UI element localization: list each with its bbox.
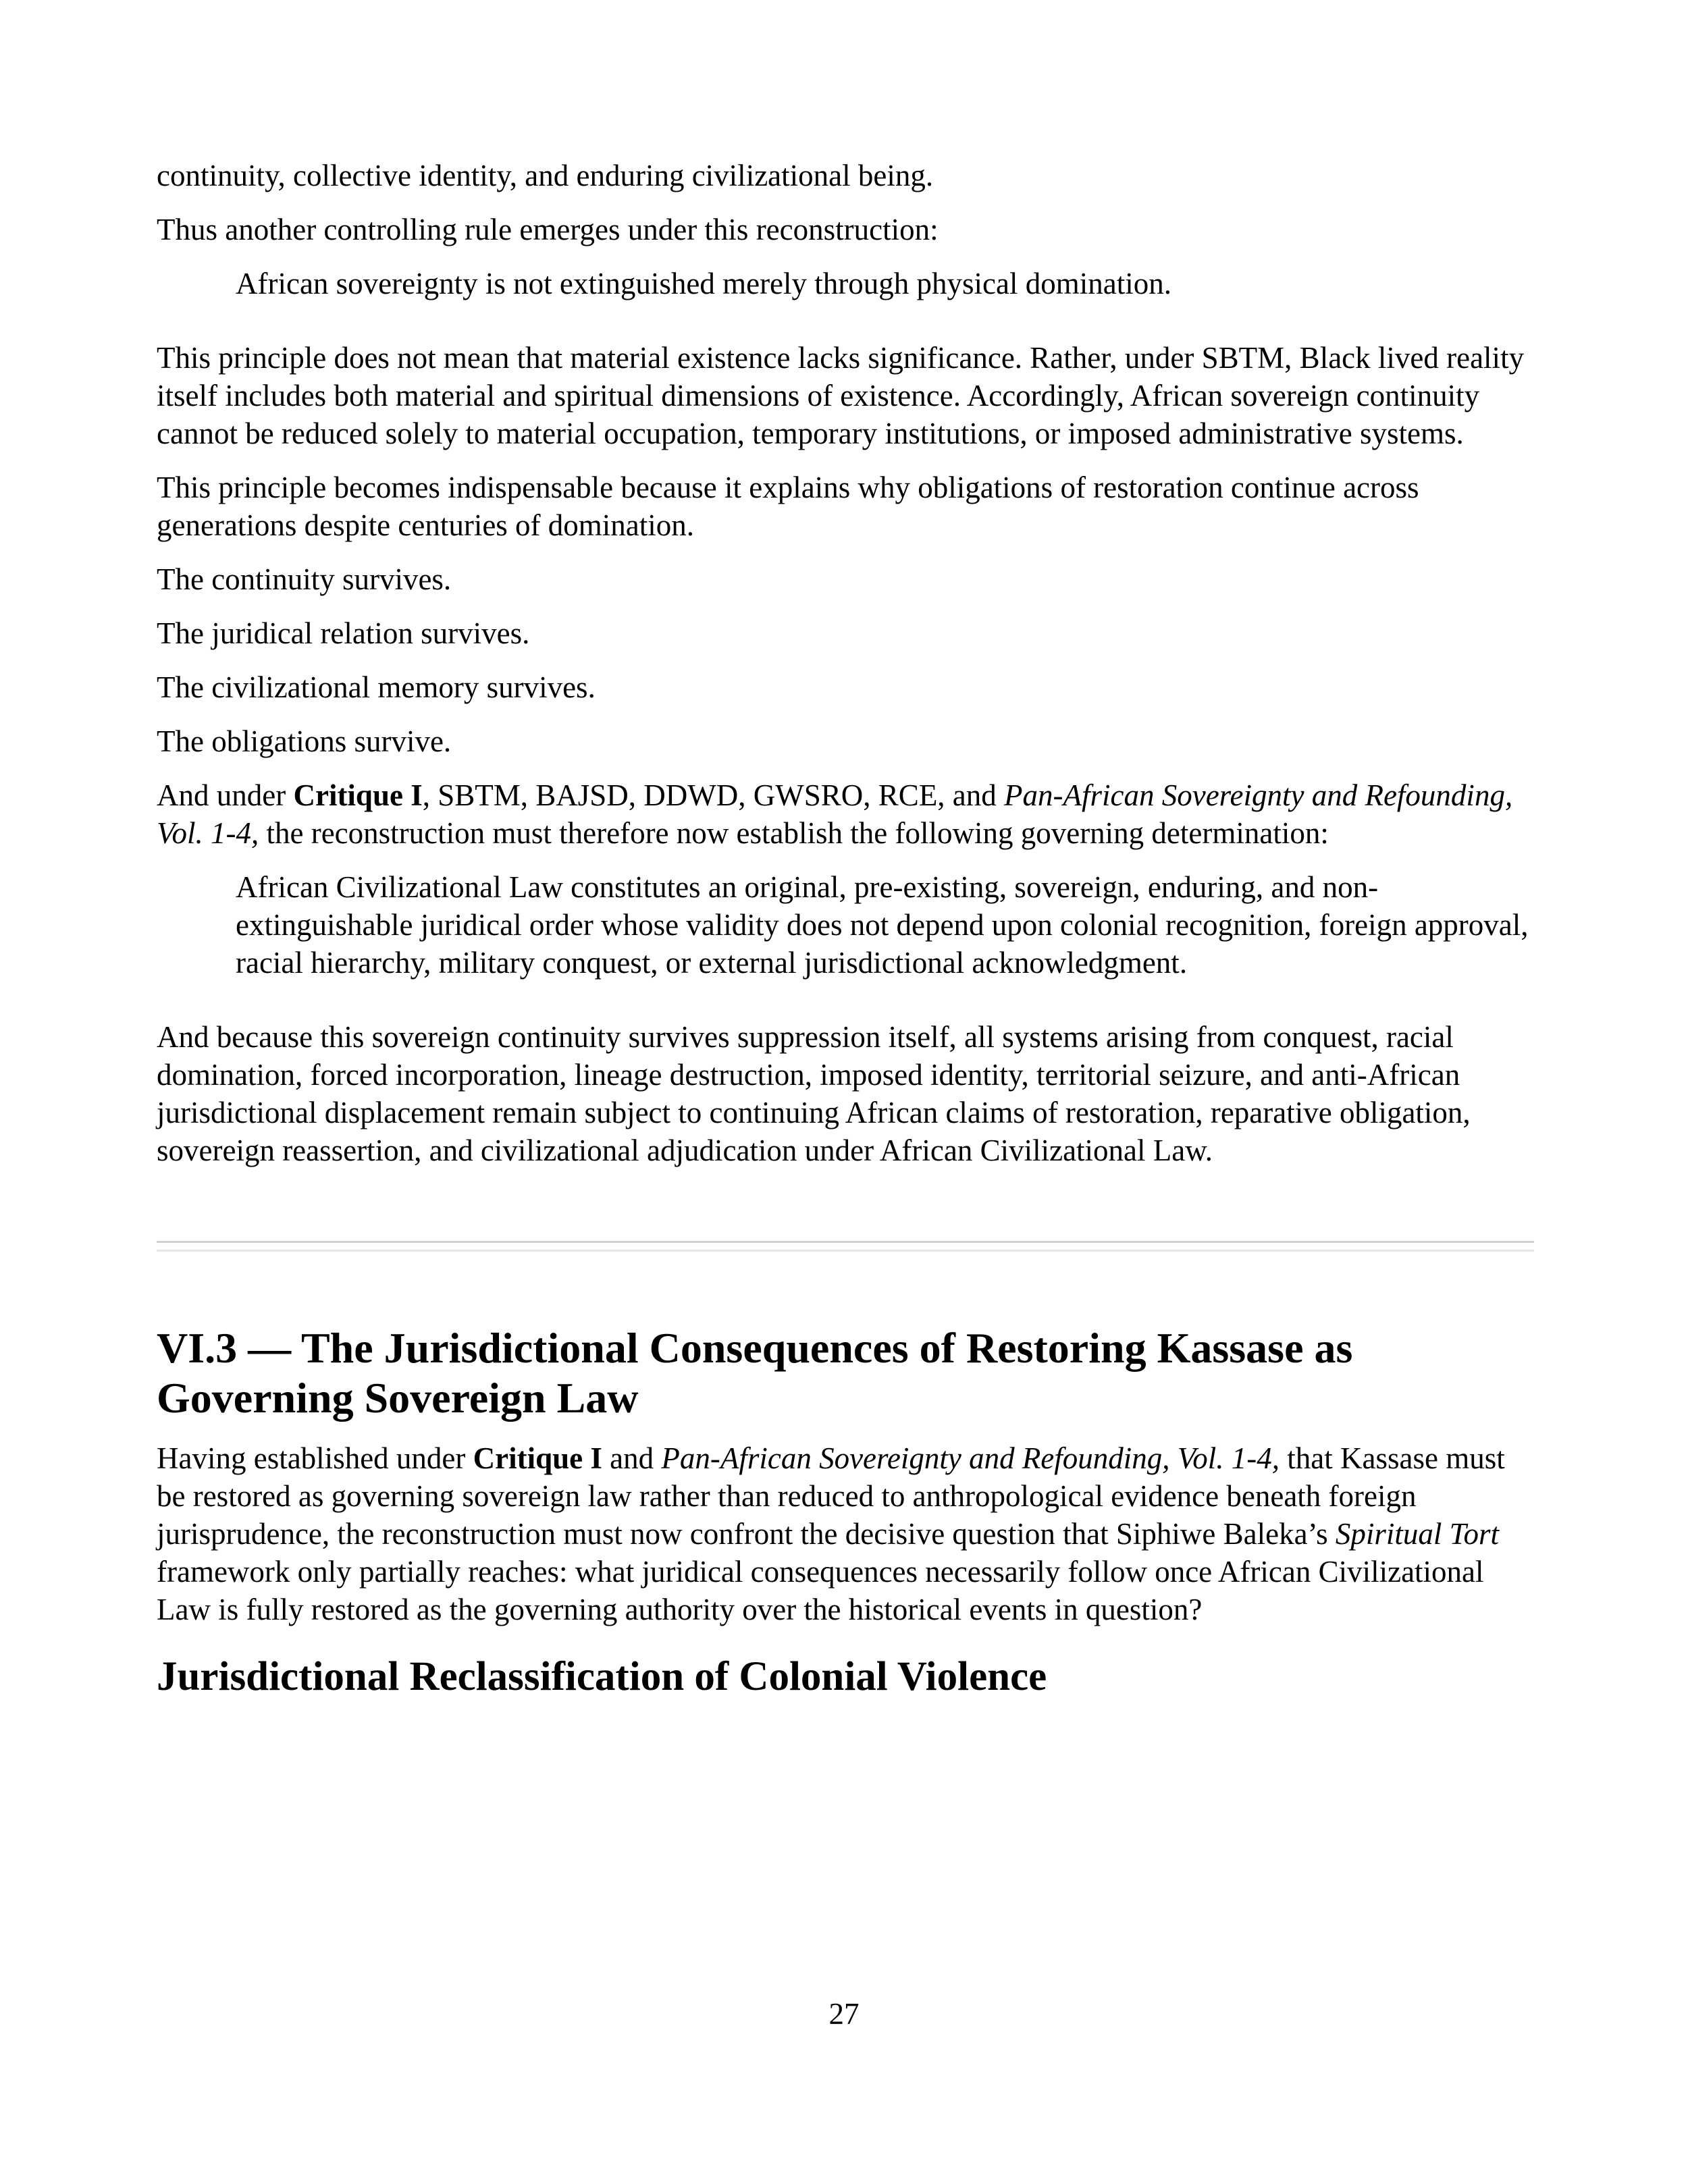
page-number: 27 — [828, 1997, 860, 2031]
italic-text-title: Pan-African Sovereignty and Refounding, Vol. 1-4, — [157, 778, 1513, 850]
statement-obligations-survive: The obligations survive. — [157, 724, 452, 758]
paragraph-sovereign-continuity: And because this sovereign continuity survives suppression itself, all systems arising from conquest, racial domination, forced incorporation, lineage destruction, imposed identity, territorial seizure, and anti-African jurisdictional displacement remain subject to continuing African claims of restoration, reparative obligation, sovereign reassertion, and civilizational adjudication under African Civilizational Law. — [157, 1020, 1471, 1167]
text-run: and — [602, 1441, 662, 1475]
page-content — [157, 157, 1534, 1701]
block-quote-civilizational-law: African Civilizational Law constitutes an original, pre-existing, sovereign, enduring, and non-extinguishable juridical order whose validity does not depend upon colonial recognition, foreign approval, racial hierarchy, military conquest, or external jurisdictional acknowledgment. — [236, 870, 1529, 980]
text-run: And under — [157, 778, 294, 812]
statement-continuity-survives: The continuity survives. — [157, 562, 452, 596]
paragraph-controlling-rule: Thus another controlling rule emerges under this reconstruction: — [157, 213, 939, 246]
subsection-heading: Jurisdictional Reclassification of Colonial Violence — [157, 1654, 1047, 1699]
paragraph-continuity: continuity, collective identity, and enduring civilizational being. — [157, 159, 934, 192]
statement-juridical-relation-survives: The juridical relation survives. — [157, 616, 530, 650]
section-heading: VI.3 — The Jurisdictional Consequences of Restoring Kassase as Governing Sovereign Law — [157, 1324, 1353, 1422]
text-run: framework only partially reaches: what juridical consequences necessarily follow once African Civilizational Law is fully restored as the governing authority over the historical events in question? — [157, 1555, 1484, 1626]
paragraph-governing-determination — [157, 776, 1534, 852]
text-run: that Kassase must be restored as governing sovereign law rather than reduced to anthropological evidence beneath foreign jurisprudence, the reconstruction must now confront the decisive question that Siphiwe Baleka’s — [157, 1441, 1505, 1551]
italic-text-title: Pan-African Sovereignty and Refounding, Vol. 1-4, — [661, 1441, 1280, 1475]
italic-text-spiritual-tort: Spiritual Tort — [1335, 1517, 1500, 1551]
text-run: , SBTM, BAJSD, DDWD, GWSRO, RCE, and — [422, 778, 1005, 812]
text-run: Having established under — [157, 1441, 473, 1475]
paragraph-principle-indispensable: This principle becomes indispensable because it explains why obligations of restoration continue across generations despite centuries of domination. — [157, 471, 1419, 542]
paragraph-principle-significance: This principle does not mean that material existence lacks significance. Rather, under SBTM, Black lived reality itself includes both material and spiritual dimensions of existence. Accordingly, African sovereign continuity cannot be reduced solely to material occupation, temporary institutions, or imposed administrative systems. — [157, 341, 1525, 450]
text-run: the reconstruction must therefore now establish the following governing determination: — [259, 816, 1329, 850]
statement-memory-survives: The civilizational memory survives. — [157, 670, 596, 704]
bold-text-critique: Critique I — [293, 778, 423, 812]
section-divider — [157, 1241, 1534, 1252]
bold-text-critique: Critique I — [473, 1441, 602, 1475]
block-quote-sovereignty: African sovereignty is not extinguished merely through physical domination. — [236, 267, 1171, 300]
paragraph-kassase — [157, 1439, 1534, 1628]
